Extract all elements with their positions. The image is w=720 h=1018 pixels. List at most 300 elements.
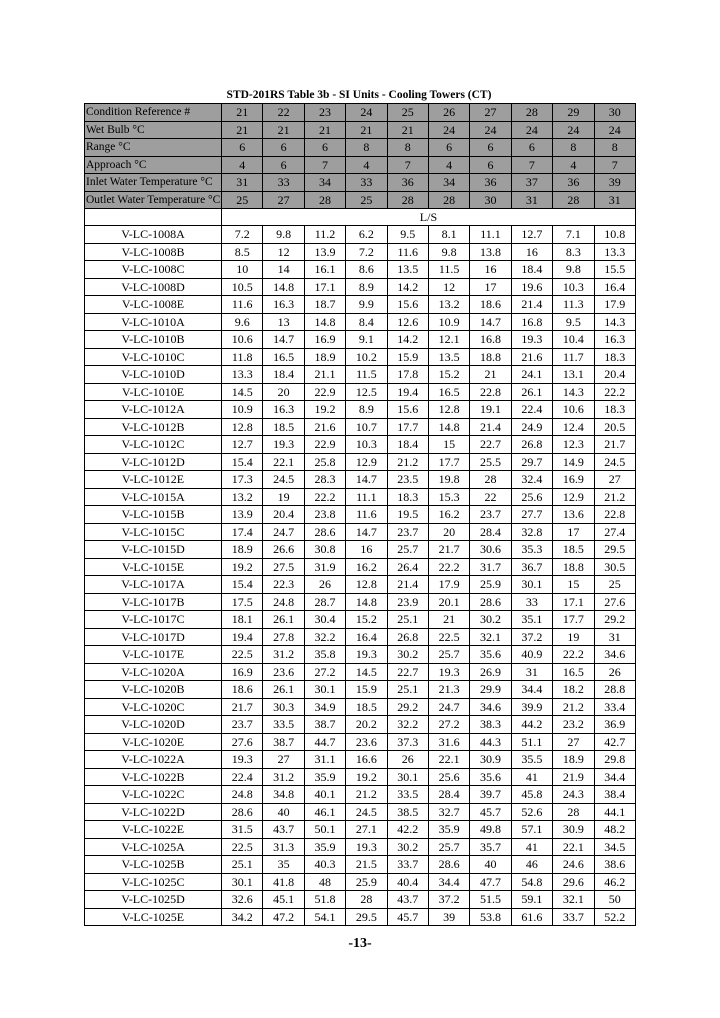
- table-row: [85, 821, 636, 839]
- flow-value-cell: 35.1: [511, 611, 552, 629]
- condition-value: 6: [470, 139, 511, 157]
- table-row: [85, 681, 636, 699]
- table-row: [85, 348, 636, 366]
- condition-value: 8: [346, 139, 387, 157]
- flow-value-cell: 25.6: [428, 768, 469, 786]
- flow-value-cell: 22.2: [594, 383, 635, 401]
- flow-value-cell: 26.9: [470, 663, 511, 681]
- flow-value-cell: 31.6: [428, 733, 469, 751]
- table-row: [85, 733, 636, 751]
- flow-value-cell: 57.1: [511, 821, 552, 839]
- table-row: [85, 226, 636, 244]
- flow-value-cell: 34.2: [222, 908, 263, 926]
- condition-value: 8: [387, 139, 428, 157]
- model-cell: V-LC-1022E: [85, 821, 222, 839]
- flow-value-cell: 17: [553, 523, 594, 541]
- model-cell: V-LC-1012A: [85, 401, 222, 419]
- flow-value-cell: 41.8: [263, 873, 304, 891]
- flow-value-cell: 28.3: [304, 471, 345, 489]
- flow-value-cell: 46: [511, 856, 552, 874]
- flow-value-cell: 22.5: [222, 646, 263, 664]
- flow-value-cell: 18.3: [594, 401, 635, 419]
- flow-value-cell: 39: [428, 908, 469, 926]
- flow-value-cell: 23.7: [470, 506, 511, 524]
- flow-value-cell: 23.7: [387, 523, 428, 541]
- flow-value-cell: 21.6: [511, 348, 552, 366]
- model-cell: V-LC-1025C: [85, 873, 222, 891]
- flow-value-cell: 13.8: [470, 243, 511, 261]
- flow-value-cell: 16.3: [263, 401, 304, 419]
- model-cell: V-LC-1020A: [85, 663, 222, 681]
- flow-value-cell: 20.2: [346, 716, 387, 734]
- flow-value-cell: 25.1: [387, 681, 428, 699]
- table-row: [85, 471, 636, 489]
- model-cell: V-LC-1022D: [85, 803, 222, 821]
- flow-value-cell: 12.9: [553, 488, 594, 506]
- flow-value-cell: 13.6: [553, 506, 594, 524]
- model-cell: V-LC-1010C: [85, 348, 222, 366]
- flow-value-cell: 24.7: [263, 523, 304, 541]
- condition-value: 28: [553, 191, 594, 209]
- flow-value-cell: 23.7: [222, 716, 263, 734]
- flow-value-cell: 35.9: [304, 838, 345, 856]
- flow-value-cell: 12.6: [387, 313, 428, 331]
- flow-value-cell: 22.8: [594, 506, 635, 524]
- flow-value-cell: 35.8: [304, 646, 345, 664]
- condition-value: 31: [222, 174, 263, 192]
- flow-value-cell: 27.1: [346, 821, 387, 839]
- table-row: [85, 891, 636, 909]
- flow-value-cell: 33.4: [594, 698, 635, 716]
- table-row: [85, 401, 636, 419]
- flow-value-cell: 18.7: [304, 296, 345, 314]
- flow-value-cell: 30.9: [553, 821, 594, 839]
- flow-value-cell: 25.7: [428, 646, 469, 664]
- flow-value-cell: 8.9: [346, 278, 387, 296]
- flow-value-cell: 31: [511, 663, 552, 681]
- flow-value-cell: 18.2: [553, 681, 594, 699]
- condition-label: Condition Reference #: [85, 104, 222, 122]
- flow-value-cell: 22.4: [222, 768, 263, 786]
- flow-value-cell: 40.1: [304, 786, 345, 804]
- flow-value-cell: 10: [222, 261, 263, 279]
- flow-value-cell: 16.9: [553, 471, 594, 489]
- flow-value-cell: 10.6: [222, 331, 263, 349]
- flow-value-cell: 24.8: [263, 593, 304, 611]
- condition-row: [85, 104, 636, 122]
- flow-value-cell: 14.7: [346, 523, 387, 541]
- flow-value-cell: 22.1: [553, 838, 594, 856]
- model-cell: V-LC-1008A: [85, 226, 222, 244]
- model-cell: V-LC-1015C: [85, 523, 222, 541]
- flow-value-cell: 13.2: [222, 488, 263, 506]
- condition-value: 23: [304, 104, 345, 122]
- flow-value-cell: 22.5: [428, 628, 469, 646]
- flow-value-cell: 30.1: [222, 873, 263, 891]
- condition-value: 6: [511, 139, 552, 157]
- flow-value-cell: 16.2: [346, 558, 387, 576]
- condition-label: Outlet Water Temperature °C: [85, 191, 222, 209]
- flow-value-cell: 19: [553, 628, 594, 646]
- flow-value-cell: 18.4: [511, 261, 552, 279]
- condition-label: Approach °C: [85, 156, 222, 174]
- flow-value-cell: 30.1: [304, 681, 345, 699]
- condition-value: 30: [470, 191, 511, 209]
- flow-value-cell: 17.7: [387, 418, 428, 436]
- model-cell: V-LC-1020B: [85, 681, 222, 699]
- flow-value-cell: 31.5: [222, 821, 263, 839]
- table-row: [85, 488, 636, 506]
- model-cell: V-LC-1017C: [85, 611, 222, 629]
- flow-value-cell: 15.3: [428, 488, 469, 506]
- flow-value-cell: 9.9: [346, 296, 387, 314]
- flow-value-cell: 12: [263, 243, 304, 261]
- flow-value-cell: 22.9: [304, 383, 345, 401]
- flow-value-cell: 25: [594, 576, 635, 594]
- flow-value-cell: 25.7: [387, 541, 428, 559]
- flow-value-cell: 29.7: [511, 453, 552, 471]
- table-row: [85, 453, 636, 471]
- flow-value-cell: 46.2: [594, 873, 635, 891]
- flow-value-cell: 10.7: [346, 418, 387, 436]
- flow-value-cell: 11.1: [470, 226, 511, 244]
- flow-value-cell: 13.5: [428, 348, 469, 366]
- flow-value-cell: 12.8: [346, 576, 387, 594]
- flow-value-cell: 25.7: [428, 838, 469, 856]
- table-row: [85, 436, 636, 454]
- flow-value-cell: 21.7: [428, 541, 469, 559]
- flow-value-cell: 24.3: [553, 786, 594, 804]
- condition-value: 24: [553, 121, 594, 139]
- flow-value-cell: 19.2: [346, 768, 387, 786]
- table-row: [85, 331, 636, 349]
- condition-value: 30: [594, 104, 635, 122]
- flow-value-cell: 18.9: [553, 751, 594, 769]
- flow-value-cell: 19.6: [511, 278, 552, 296]
- flow-value-cell: 35: [263, 856, 304, 874]
- page-number: -13-: [348, 936, 372, 951]
- condition-value: 27: [470, 104, 511, 122]
- flow-value-cell: 20: [263, 383, 304, 401]
- condition-value: 6: [470, 156, 511, 174]
- flow-value-cell: 22.2: [428, 558, 469, 576]
- flow-value-cell: 47.2: [263, 908, 304, 926]
- condition-value: 21: [222, 104, 263, 122]
- flow-value-cell: 26.6: [263, 541, 304, 559]
- flow-value-cell: 35.9: [304, 768, 345, 786]
- flow-value-cell: 12.7: [511, 226, 552, 244]
- flow-value-cell: 15.9: [387, 348, 428, 366]
- flow-value-cell: 17.1: [553, 593, 594, 611]
- flow-value-cell: 16.9: [304, 331, 345, 349]
- flow-value-cell: 18.9: [304, 348, 345, 366]
- model-cell: V-LC-1008D: [85, 278, 222, 296]
- flow-value-cell: 16.1: [304, 261, 345, 279]
- flow-value-cell: 26.1: [263, 611, 304, 629]
- model-cell: V-LC-1017B: [85, 593, 222, 611]
- flow-value-cell: 10.9: [428, 313, 469, 331]
- flow-value-cell: 12.9: [346, 453, 387, 471]
- flow-value-cell: 12: [428, 278, 469, 296]
- flow-value-cell: 33.5: [263, 716, 304, 734]
- flow-value-cell: 27: [594, 471, 635, 489]
- flow-value-cell: 35.3: [511, 541, 552, 559]
- flow-value-cell: 52.6: [511, 803, 552, 821]
- flow-value-cell: 9.5: [387, 226, 428, 244]
- flow-value-cell: 28.7: [304, 593, 345, 611]
- flow-value-cell: 16.4: [346, 628, 387, 646]
- flow-value-cell: 59.1: [511, 891, 552, 909]
- flow-value-cell: 14.7: [346, 471, 387, 489]
- condition-value: 6: [428, 139, 469, 157]
- flow-value-cell: 32.8: [511, 523, 552, 541]
- flow-value-cell: 20: [428, 523, 469, 541]
- flow-value-cell: 19.3: [346, 646, 387, 664]
- flow-value-cell: 13: [263, 313, 304, 331]
- flow-value-cell: 31.2: [263, 768, 304, 786]
- flow-value-cell: 16.5: [553, 663, 594, 681]
- flow-value-cell: 17.1: [304, 278, 345, 296]
- condition-value: 36: [387, 174, 428, 192]
- flow-value-cell: 33.5: [387, 786, 428, 804]
- table-row: [85, 873, 636, 891]
- flow-value-cell: 11.1: [346, 488, 387, 506]
- flow-value-cell: 42.7: [594, 733, 635, 751]
- flow-value-cell: 22.2: [304, 488, 345, 506]
- flow-value-cell: 16.3: [263, 296, 304, 314]
- flow-value-cell: 18.5: [263, 418, 304, 436]
- flow-value-cell: 10.9: [222, 401, 263, 419]
- units-row: [85, 209, 636, 226]
- flow-value-cell: 18.1: [222, 611, 263, 629]
- flow-value-cell: 10.3: [346, 436, 387, 454]
- model-cell: V-LC-1020C: [85, 698, 222, 716]
- flow-value-cell: 35.7: [470, 838, 511, 856]
- table-row: [85, 646, 636, 664]
- model-cell: V-LC-1012D: [85, 453, 222, 471]
- model-cell: V-LC-1015B: [85, 506, 222, 524]
- flow-value-cell: 15.9: [346, 681, 387, 699]
- flow-value-cell: 18.5: [346, 698, 387, 716]
- flow-value-cell: 32.1: [553, 891, 594, 909]
- flow-value-cell: 30.1: [511, 576, 552, 594]
- flow-value-cell: 12.8: [222, 418, 263, 436]
- flow-value-cell: 29.2: [387, 698, 428, 716]
- table-row: [85, 838, 636, 856]
- flow-value-cell: 18.8: [470, 348, 511, 366]
- model-cell: V-LC-1008C: [85, 261, 222, 279]
- flow-value-cell: 27.5: [263, 558, 304, 576]
- condition-value: 28: [304, 191, 345, 209]
- flow-value-cell: 24.8: [222, 786, 263, 804]
- flow-value-cell: 27.8: [263, 628, 304, 646]
- flow-value-cell: 54.1: [304, 908, 345, 926]
- flow-value-cell: 19.4: [222, 628, 263, 646]
- flow-value-cell: 40.3: [304, 856, 345, 874]
- flow-value-cell: 33.7: [553, 908, 594, 926]
- model-cell: V-LC-1015A: [85, 488, 222, 506]
- flow-value-cell: 25.1: [222, 856, 263, 874]
- flow-value-cell: 31.9: [304, 558, 345, 576]
- condition-value: 37: [511, 174, 552, 192]
- flow-value-cell: 10.5: [222, 278, 263, 296]
- flow-value-cell: 32.6: [222, 891, 263, 909]
- flow-value-cell: 32.7: [428, 803, 469, 821]
- flow-value-cell: 26: [304, 576, 345, 594]
- flow-value-cell: 20.5: [594, 418, 635, 436]
- condition-value: 24: [428, 121, 469, 139]
- flow-value-cell: 31.1: [304, 751, 345, 769]
- condition-value: 34: [428, 174, 469, 192]
- model-cell: V-LC-1012C: [85, 436, 222, 454]
- flow-value-cell: 29.6: [553, 873, 594, 891]
- flow-value-cell: 13.5: [387, 261, 428, 279]
- flow-value-cell: 19.4: [387, 383, 428, 401]
- flow-value-cell: 11.5: [346, 366, 387, 384]
- flow-value-cell: 44.2: [511, 716, 552, 734]
- flow-value-cell: 28.4: [470, 523, 511, 541]
- flow-value-cell: 21.7: [222, 698, 263, 716]
- flow-value-cell: 23.6: [263, 663, 304, 681]
- flow-value-cell: 24.9: [511, 418, 552, 436]
- flow-value-cell: 35.6: [470, 768, 511, 786]
- flow-value-cell: 28.6: [222, 803, 263, 821]
- flow-value-cell: 17.5: [222, 593, 263, 611]
- flow-value-cell: 23.8: [304, 506, 345, 524]
- flow-value-cell: 30.1: [387, 768, 428, 786]
- flow-value-cell: 13.3: [594, 243, 635, 261]
- flow-value-cell: 46.1: [304, 803, 345, 821]
- table-row: [85, 803, 636, 821]
- condition-value: 31: [511, 191, 552, 209]
- flow-value-cell: 34.6: [470, 698, 511, 716]
- model-cell: V-LC-1020E: [85, 733, 222, 751]
- flow-value-cell: 25.6: [511, 488, 552, 506]
- flow-value-cell: 48: [304, 873, 345, 891]
- condition-row: [85, 191, 636, 209]
- condition-value: 6: [263, 156, 304, 174]
- flow-value-cell: 30.6: [470, 541, 511, 559]
- table-row: [85, 366, 636, 384]
- flow-value-cell: 8.6: [346, 261, 387, 279]
- flow-value-cell: 25.9: [470, 576, 511, 594]
- table-row: [85, 856, 636, 874]
- flow-value-cell: 22.4: [511, 401, 552, 419]
- flow-value-cell: 26.4: [387, 558, 428, 576]
- condition-value: 21: [387, 121, 428, 139]
- condition-row: [85, 174, 636, 192]
- condition-value: 8: [553, 139, 594, 157]
- flow-value-cell: 24.5: [346, 803, 387, 821]
- model-cell: V-LC-1015E: [85, 558, 222, 576]
- condition-value: 24: [594, 121, 635, 139]
- condition-value: 24: [470, 121, 511, 139]
- condition-value: 7: [511, 156, 552, 174]
- model-cell: V-LC-1025E: [85, 908, 222, 926]
- flow-value-cell: 25.1: [387, 611, 428, 629]
- condition-value: 21: [304, 121, 345, 139]
- flow-value-cell: 11.6: [346, 506, 387, 524]
- flow-value-cell: 31: [594, 628, 635, 646]
- flow-value-cell: 37.2: [428, 891, 469, 909]
- flow-value-cell: 7.2: [222, 226, 263, 244]
- flow-value-cell: 51.8: [304, 891, 345, 909]
- flow-value-cell: 32.1: [470, 628, 511, 646]
- flow-value-cell: 21.9: [553, 768, 594, 786]
- flow-value-cell: 28.6: [428, 856, 469, 874]
- flow-value-cell: 27.6: [594, 593, 635, 611]
- table-row: [85, 523, 636, 541]
- flow-value-cell: 45.7: [387, 908, 428, 926]
- flow-value-cell: 22.9: [304, 436, 345, 454]
- flow-value-cell: 16.9: [222, 663, 263, 681]
- model-cell: V-LC-1025D: [85, 891, 222, 909]
- flow-value-cell: 36.9: [594, 716, 635, 734]
- flow-value-cell: 18.3: [387, 488, 428, 506]
- flow-value-cell: 37.2: [511, 628, 552, 646]
- flow-value-cell: 14: [263, 261, 304, 279]
- flow-value-cell: 14.2: [387, 331, 428, 349]
- flow-value-cell: 38.5: [387, 803, 428, 821]
- flow-value-cell: 8.9: [346, 401, 387, 419]
- table-row: [85, 716, 636, 734]
- table-row: [85, 768, 636, 786]
- flow-value-cell: 34.4: [511, 681, 552, 699]
- condition-value: 21: [263, 121, 304, 139]
- model-cell: V-LC-1012E: [85, 471, 222, 489]
- flow-value-cell: 26.8: [387, 628, 428, 646]
- flow-value-cell: 15.2: [346, 611, 387, 629]
- flow-value-cell: 12.8: [428, 401, 469, 419]
- flow-value-cell: 9.8: [263, 226, 304, 244]
- flow-value-cell: 40.9: [511, 646, 552, 664]
- model-cell: V-LC-1012B: [85, 418, 222, 436]
- flow-value-cell: 28.6: [304, 523, 345, 541]
- flow-value-cell: 47.7: [470, 873, 511, 891]
- flow-value-cell: 10.3: [553, 278, 594, 296]
- model-cell: V-LC-1017A: [85, 576, 222, 594]
- flow-value-cell: 21.6: [304, 418, 345, 436]
- flow-value-cell: 28: [346, 891, 387, 909]
- flow-value-cell: 25.8: [304, 453, 345, 471]
- flow-value-cell: 8.5: [222, 243, 263, 261]
- flow-value-cell: 19.3: [428, 663, 469, 681]
- flow-value-cell: 16.6: [346, 751, 387, 769]
- flow-value-cell: 14.7: [470, 313, 511, 331]
- flow-value-cell: 30.5: [594, 558, 635, 576]
- flow-value-cell: 9.8: [553, 261, 594, 279]
- flow-value-cell: 14.8: [263, 278, 304, 296]
- flow-value-cell: 34.6: [594, 646, 635, 664]
- flow-value-cell: 38.7: [263, 733, 304, 751]
- condition-value: 26: [428, 104, 469, 122]
- flow-value-cell: 18.6: [222, 681, 263, 699]
- condition-value: 33: [346, 174, 387, 192]
- flow-value-cell: 17.7: [553, 611, 594, 629]
- flow-value-cell: 27: [553, 733, 594, 751]
- flow-value-cell: 9.5: [553, 313, 594, 331]
- flow-value-cell: 21.2: [594, 488, 635, 506]
- condition-value: 36: [553, 174, 594, 192]
- condition-value: 25: [222, 191, 263, 209]
- flow-value-cell: 22.3: [263, 576, 304, 594]
- flow-value-cell: 7.2: [346, 243, 387, 261]
- flow-value-cell: 9.6: [222, 313, 263, 331]
- flow-value-cell: 31.2: [263, 646, 304, 664]
- flow-value-cell: 22.8: [470, 383, 511, 401]
- condition-value: 21: [222, 121, 263, 139]
- flow-value-cell: 28.6: [470, 593, 511, 611]
